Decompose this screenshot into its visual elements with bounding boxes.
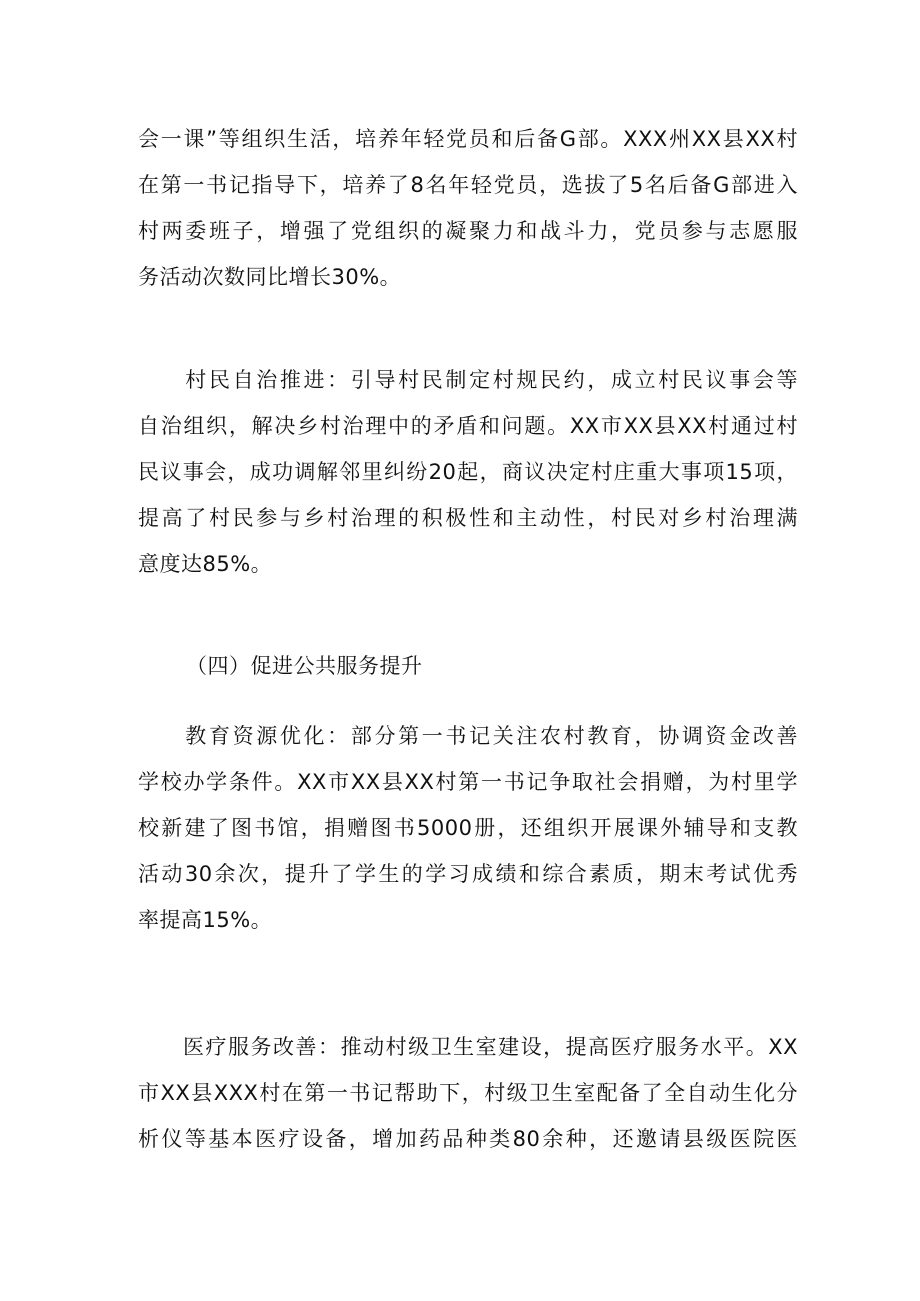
text-line: 自治组织，解决乡村治理中的矛盾和问题。XX市XX县XX村通过村 — [138, 414, 798, 438]
text-line: 教育资源优化：部分第一书记关注农村教育，协调资金改善 — [138, 724, 798, 748]
text-line: 学校办学条件。XX市XX县XX村第一书记争取社会捐赠，为村里学 — [138, 770, 798, 794]
paragraph-party-organization — [138, 116, 798, 300]
text-line: 会一课”等组织生活，培养年轻党员和后备G部。XXX州XX县XX村 — [138, 127, 798, 151]
text-line: 提高了村民参与乡村治理的积极性和主动性，村民对乡村治理满 — [138, 506, 798, 530]
text-line: 民议事会，成功调解邻里纠纷20起，商议决定村庄重大事项15项， — [138, 460, 798, 484]
paragraph-education — [138, 713, 798, 943]
text-line: 医疗服务改善：推动村级卫生室建设，提高医疗服务水平。XX — [138, 1035, 798, 1059]
text-line: 意度达85%。 — [138, 552, 273, 576]
text-line: 市XX县XXX村在第一书记帮助下，村级卫生室配备了全自动生化分 — [138, 1081, 798, 1105]
text-line: 活动30余次，提升了学生的学习成绩和综合素质，期末考试优秀 — [138, 862, 798, 886]
paragraph-villager-autonomy — [138, 357, 798, 587]
text-line: 务活动次数同比增长30%。 — [138, 265, 402, 289]
section-heading: （四）促进公共服务提升 — [186, 654, 423, 678]
text-line: 在第一书记指导下，培养了8名年轻党员，选拔了5名后备G部进入 — [138, 173, 798, 197]
text-line: 村两委班子，增强了党组织的凝聚力和战斗力，党员参与志愿服 — [138, 219, 798, 243]
paragraph-medical — [138, 1024, 798, 1162]
text-line: 率提高15%。 — [138, 908, 273, 932]
text-line: 析仪等基本医疗设备，增加药品种类80余种，还邀请县级医院医 — [138, 1127, 798, 1151]
text-line: 村民自治推进：引导村民制定村规民约，成立村民议事会等 — [138, 368, 798, 392]
text-line: 校新建了图书馆，捐赠图书5000册，还组织开展课外辅导和支教 — [138, 816, 798, 840]
